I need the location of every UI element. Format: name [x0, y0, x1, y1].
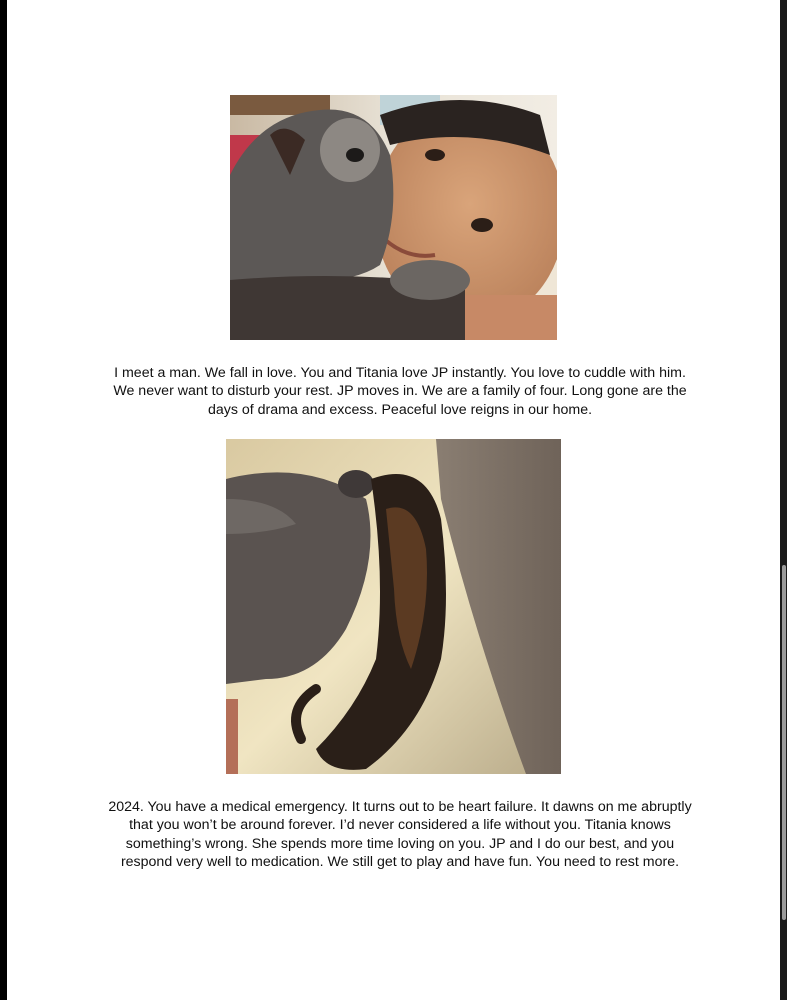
- photo-dog-and-cat-sleeping: [226, 439, 561, 774]
- photo-dog-and-cat-sleeping-image: [226, 439, 561, 774]
- paragraph-one-line-2: We never want to disturb your rest. JP moves in. We are a family of four. Long gone are the: [113, 383, 687, 400]
- document-page: [7, 0, 780, 1000]
- paragraph-two-line-2: that you won’t be around forever. I’d never considered a life without you. Titania knows: [129, 817, 671, 834]
- paragraph-two-line-3: something’s wrong. She spends more time loving on you. JP and I do our best, and you: [125, 835, 675, 852]
- paragraph-two-line-1: 2024. You have a medical emergency. It turns out to be heart failure. It dawns on me abruptly: [108, 799, 692, 815]
- paragraph-one-line-1: I meet a man. We fall in love. You and Titania love JP instantly. You love to cuddle with him.: [114, 365, 686, 381]
- photo-dog-and-man: [230, 95, 557, 340]
- vertical-scrollbar[interactable]: [780, 0, 787, 1000]
- paragraph-one-line-3: days of drama and excess. Peaceful love reigns in our home.: [207, 401, 593, 418]
- paragraph-two-line-4: respond very well to medication. We still get to play and have fun. You need to rest more.: [120, 854, 680, 871]
- scrollbar-thumb[interactable]: [782, 565, 786, 920]
- photo-dog-and-man-image: [230, 95, 557, 340]
- paragraph-two: [100, 798, 700, 872]
- paragraph-one: [100, 364, 700, 419]
